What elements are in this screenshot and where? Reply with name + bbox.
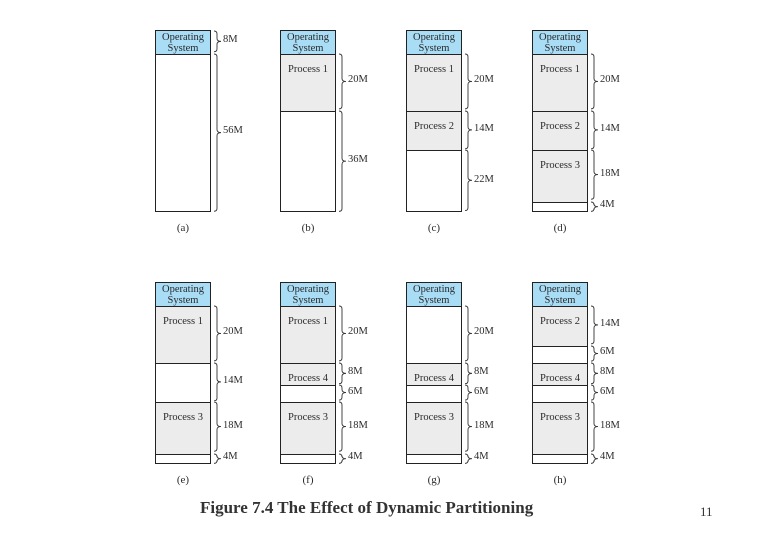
size-brace: [590, 110, 600, 150]
size-brace: [590, 384, 600, 401]
memory-diagram: [532, 282, 702, 494]
size-brace: [464, 53, 474, 110]
os-segment: [533, 31, 587, 54]
size-label: 20M: [223, 326, 243, 338]
os-segment: [407, 283, 461, 306]
size-brace: [464, 401, 474, 452]
process-segment: [156, 306, 210, 363]
process-segment: [533, 306, 587, 346]
size-label: 20M: [474, 326, 494, 338]
size-label: 4M: [600, 199, 615, 211]
segment-label: Process 2: [540, 315, 580, 327]
process-segment: [407, 363, 461, 386]
size-label: 8M: [600, 366, 615, 377]
size-label: 18M: [600, 168, 620, 180]
os-segment: [533, 283, 587, 306]
size-label: 22M: [474, 173, 494, 185]
diagram-letter: (d): [553, 222, 567, 234]
memory-column: [280, 30, 336, 212]
diagram-letter: (e): [176, 474, 190, 486]
size-brace: [590, 305, 600, 345]
memory-column: [280, 282, 336, 464]
segment-label: Process 1: [540, 63, 580, 75]
size-brace: [590, 345, 600, 362]
size-label: 18M: [348, 420, 368, 432]
size-label: 6M: [600, 385, 615, 397]
segment-label: Process 3: [163, 412, 203, 424]
segment-label: Operating System: [287, 32, 329, 54]
segment-label: Process 3: [540, 160, 580, 172]
memory-column: [406, 30, 462, 212]
free-segment: [281, 111, 335, 213]
segment-label: Process 2: [540, 120, 580, 132]
size-brace: [464, 305, 474, 362]
size-brace: [338, 362, 348, 385]
process-segment: [533, 150, 587, 201]
size-brace: [464, 362, 474, 385]
size-brace: [464, 149, 474, 212]
process-segment: [533, 402, 587, 453]
free-segment: [533, 385, 587, 402]
free-segment: [533, 454, 587, 465]
size-brace: [338, 305, 348, 362]
size-brace: [464, 110, 474, 150]
free-segment: [533, 346, 587, 363]
segment-label: Process 1: [288, 315, 328, 327]
segment-label: Operating System: [287, 284, 329, 306]
segment-label: Operating System: [539, 284, 581, 306]
os-segment: [281, 283, 335, 306]
size-brace: [213, 362, 223, 402]
size-label: 6M: [474, 385, 489, 397]
os-segment: [407, 31, 461, 54]
free-segment: [407, 150, 461, 213]
free-segment: [407, 454, 461, 465]
size-label: 56M: [223, 125, 243, 137]
process-segment: [533, 363, 587, 386]
size-label: 20M: [348, 326, 368, 338]
size-label: 18M: [600, 420, 620, 432]
size-label: 14M: [474, 122, 494, 134]
size-brace: [213, 305, 223, 362]
size-brace: [464, 384, 474, 401]
memory-column: [155, 30, 211, 212]
size-brace: [338, 384, 348, 401]
process-segment: [407, 111, 461, 151]
segment-label: Operating System: [162, 284, 204, 306]
memory-column: [406, 282, 462, 464]
size-brace: [590, 53, 600, 110]
size-label: 4M: [600, 451, 615, 463]
segment-label: Operating System: [162, 32, 204, 54]
os-segment: [281, 31, 335, 54]
segment-label: Operating System: [413, 32, 455, 54]
size-label: 4M: [348, 451, 363, 463]
segment-label: Process 1: [414, 63, 454, 75]
segment-label: Process 1: [163, 315, 203, 327]
memory-column: [532, 30, 588, 212]
size-brace: [338, 110, 348, 212]
size-brace: [590, 453, 600, 464]
size-label: 6M: [600, 346, 615, 358]
memory-diagram: [532, 30, 702, 242]
size-label: 8M: [223, 34, 238, 46]
size-label: 20M: [348, 74, 368, 86]
diagram-letter: (a): [176, 222, 190, 234]
process-segment: [281, 402, 335, 453]
free-segment: [407, 306, 461, 363]
segment-label: Process 3: [414, 412, 454, 424]
free-segment: [156, 454, 210, 465]
size-brace: [590, 201, 600, 212]
segment-label: Operating System: [539, 32, 581, 54]
size-brace: [213, 453, 223, 464]
size-brace: [590, 149, 600, 200]
size-brace: [213, 53, 223, 212]
free-segment: [407, 385, 461, 402]
process-segment: [281, 363, 335, 386]
segment-label: Process 4: [288, 372, 328, 384]
diagram-letter: (b): [301, 222, 315, 234]
segment-label: Process 4: [414, 372, 454, 384]
size-brace: [590, 362, 600, 385]
size-label: 4M: [474, 451, 489, 463]
diagram-letter: (g): [427, 474, 441, 486]
size-label: 14M: [223, 374, 243, 386]
segment-label: Process 4: [540, 372, 580, 384]
size-label: 6M: [348, 385, 363, 397]
os-segment: [156, 31, 210, 54]
size-label: 4M: [223, 451, 238, 463]
process-segment: [407, 402, 461, 453]
size-label: 8M: [474, 366, 489, 377]
process-segment: [407, 54, 461, 111]
segment-label: Operating System: [413, 284, 455, 306]
free-segment: [533, 202, 587, 213]
os-segment: [156, 283, 210, 306]
diagram-letter: (c): [427, 222, 441, 234]
size-label: 8M: [348, 366, 363, 377]
figure-caption: Figure 7.4 The Effect of Dynamic Partitioning: [200, 498, 534, 517]
size-brace: [338, 401, 348, 452]
free-segment: [281, 454, 335, 465]
segment-label: Process 3: [288, 412, 328, 424]
free-segment: [156, 363, 210, 403]
memory-column: [155, 282, 211, 464]
size-label: 18M: [474, 420, 494, 432]
free-segment: [156, 54, 210, 213]
memory-column: [532, 282, 588, 464]
process-segment: [533, 111, 587, 151]
size-brace: [590, 401, 600, 452]
size-label: 36M: [348, 153, 368, 165]
size-label: 14M: [600, 317, 620, 329]
segment-label: Process 3: [540, 412, 580, 424]
process-segment: [533, 54, 587, 111]
size-brace: [464, 453, 474, 464]
segment-label: Process 1: [288, 63, 328, 75]
size-brace: [338, 53, 348, 110]
size-label: 14M: [600, 122, 620, 134]
page-number: 11: [700, 504, 713, 519]
size-label: 20M: [600, 74, 620, 86]
process-segment: [281, 306, 335, 363]
size-brace: [213, 30, 223, 53]
process-segment: [281, 54, 335, 111]
size-label: 18M: [223, 420, 243, 432]
diagram-letter: (h): [553, 474, 567, 486]
size-brace: [213, 401, 223, 452]
free-segment: [281, 385, 335, 402]
process-segment: [156, 402, 210, 453]
diagram-letter: (f): [302, 474, 314, 486]
segment-label: Process 2: [414, 120, 454, 132]
size-brace: [338, 453, 348, 464]
size-label: 20M: [474, 74, 494, 86]
